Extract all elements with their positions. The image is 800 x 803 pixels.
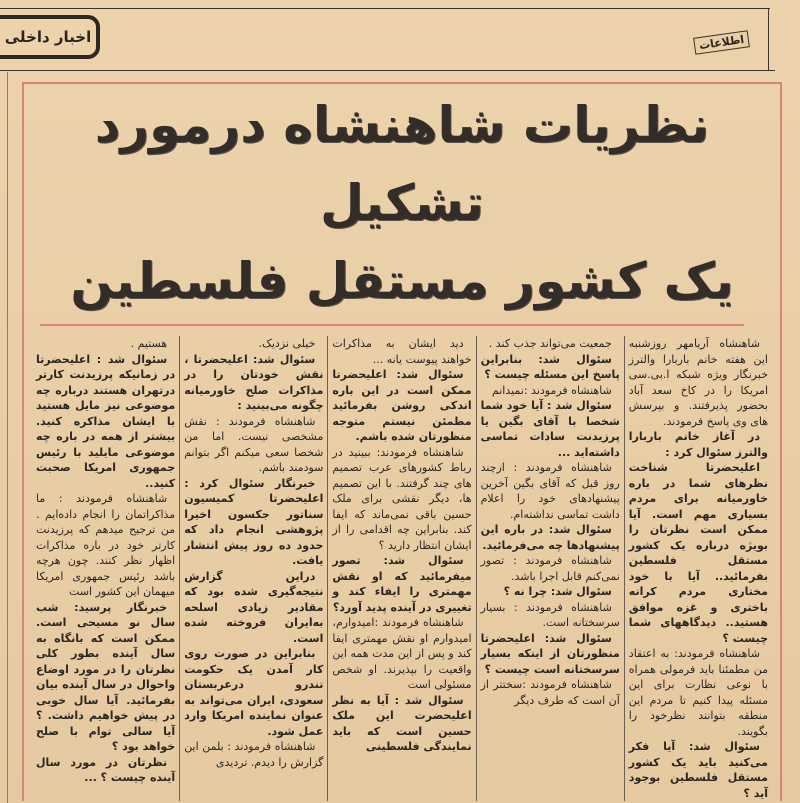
question-paragraph: اعلیحضرتا شناخت نظرهای شما در باره خاورمیانه برای مردم بسیاری مهم است. آیا ممکن است نظرتان را بویژه درباره یک کشور مستقل فلسطین بفرمائید.. آیا با خود مختاری مردم کرانه باختری و غزه موافق هستید.. دیدگاههای شما چیست ؟	[628, 461, 768, 645]
article-column-3	[328, 336, 476, 801]
question-paragraph: بنابراین در صورت روی کار آمدن یک حکومت تندرو درعربستان سعودی، ایران می‌تواند به عنوان نماینده امریکا وارد عمل شود.	[184, 647, 324, 738]
question-paragraph: خبرنگار سئوال کرد : اعلیحضرتا کمیسیون سناتور جکسون اخیرا پژوهشی انجام داد که حدود ده روز پیش انتشار یافت.	[184, 476, 324, 567]
left-margin-rule	[7, 72, 8, 803]
question-paragraph: سئوال شد: اعلیحضرتا ممکن است در این باره اندکی روشن بفرمائید مطمئن نیستم متوجه منظورتان شده باشم.	[332, 368, 472, 443]
header-right-rule	[768, 8, 769, 71]
headline-line-2: یک کشور مستقل فلسطین	[70, 252, 734, 310]
answer-paragraph: شاهنشاه آریامهر روزشنبه این هفته خانم باربارا والترز خبرنگار ویژه شبکه ا.بی.سی امریکا را در کاخ سعد آباد بحضور پذیرفتند. و بپرسش های وی پاسخ فرمودند.	[628, 337, 768, 428]
answer-paragraph: دید ایشان به مذاکرات خواهند پیوست یانه ...	[332, 337, 472, 366]
article-column-1	[625, 336, 772, 801]
question-paragraph: سئوال شد: آیا فکر می‌کنید باید یک کشور مستقل فلسطین بوجود آید ؟	[628, 740, 768, 800]
article-frame	[22, 82, 782, 801]
answer-paragraph: شاهنشاه فرمودند : تصور نمی‌کنم قابل اجرا باشد.	[480, 554, 620, 583]
article-column-2	[477, 336, 625, 801]
question-paragraph: سئوال شد: چرا نه ؟	[503, 585, 612, 598]
answer-paragraph: شاهنشاه فرمودند : بلمن این گزارش را دیدم. تردیدی	[184, 740, 324, 769]
question-paragraph: نظرتان در مورد سال آینده چیست ؟ ...	[35, 755, 176, 784]
answer-paragraph: شاهنشاه فرمودند: ببینید در رباط کشورهای عرب تصمیم های چند گرفتند. با این تصمیم ها، دیگر نقشی برای ملک حسین باقی نمی‌ماند که ایفا کند. بنابراین چه اقدامی را از ایشان انتظار دارید ؟	[332, 445, 472, 552]
top-rule	[0, 8, 770, 9]
question-paragraph: سئوال شد: اعلیحضرتا ، نقش خودتان را در مذاکرات صلح خاورمیانه چگونه می‌بینید :	[184, 352, 324, 412]
page-header	[0, 0, 800, 72]
answer-paragraph: شاهنشاه فرمودند :نمیدانم	[491, 383, 612, 397]
question-paragraph: در آغاز خانم باربارا والترز سئوال کرد :	[628, 430, 768, 459]
article-column-5	[32, 336, 180, 801]
question-paragraph: سئوال شد : آیا به نظر اعلیحضرت این ملک حسین است که باید نمایندگی فلسطینی	[332, 693, 472, 753]
question-paragraph: سئوال شد: در باره این پیشنهادها چه می‌فرمائید.	[480, 523, 620, 552]
question-paragraph: سئوال شد: تصور میفرمائید که او نقش مهمتری را ایفاء کند و تغییری در آینده پدید آورد؟	[332, 554, 472, 614]
answer-paragraph: هستیم .	[130, 337, 168, 350]
answer-paragraph: جمعیت می‌تواند جذب کند .	[488, 337, 612, 350]
headline-underline	[40, 324, 744, 326]
question-paragraph: دراین گزارش نتیجه‌گیری شده بود که مقادیر زیادی اسلحه به‌ایران فروخته شده است.	[184, 569, 324, 645]
article-column-4	[180, 336, 328, 801]
newspaper-logo	[688, 20, 756, 64]
answer-paragraph: شاهنشاه فرمودند : نقش مشخصی نیست. اما من شخصا سعی میکنم اگر بتوانم سودمند باشم.	[184, 414, 324, 474]
logo-text: اطلاعات	[693, 30, 750, 55]
question-paragraph: سئوال شد : آیا خود شما شخصا با آقای بگین یا پرزیدنت سادات تماسی داشته‌اید ...	[480, 399, 620, 459]
answer-paragraph: شاهنشاه فرمودند : ازچند روز قبل که آقای بگین آخرین پیشنهادهای خود را اعلام داشت تماسی نداشته‌ام.	[480, 461, 620, 521]
question-paragraph: سئوال شد : اعلیحضرتا در زمانیکه پرزیدنت کارتر درتهران هستند درباره چه موضوعی نیز مایل هستید با ایشان مذاکره کنید. بیشتر از همه در باره چه موضوعی مایلید با رئیس جمهوری امریکا صحبت کنید..	[35, 352, 176, 490]
question-paragraph: خبرنگار پرسید: شب سال نو مسیحی است. ممکن است که بانگاه به سال آینده بطور کلی نظرتان را در مورد اوضاع واحوال در سال آینده بیان بفرمائید. آیا سال خوبی در پیش خواهیم داشت. ؟ آیا سالی توام با صلح خواهد بود ؟	[35, 600, 176, 753]
answer-paragraph: شاهنشاه فرمودند : ما مذاکراتمان را انجام داده‌ایم . من ترجیح میدهم که پرزیدنت کارتر خود در باره مذاکرات اظهار نظر کنند. چون هرچه باشد رئیس جمهوری امریکا میهمان این کشور است	[35, 492, 176, 598]
article-columns	[32, 336, 772, 801]
answer-paragraph: شاهنشاه فرمودند :سختتر از آن است که طرف دیگر	[480, 678, 620, 707]
answer-paragraph: خیلی نزدیک.	[258, 337, 316, 350]
answer-paragraph: شاهنشاه فرمودند :امیدوارم، امیدوارم او نقش مهمتری ایفا کند و پس از این مدت همه این واقعیت را بپذیرند. او شخص مسئولی است	[332, 616, 472, 691]
question-paragraph: سئوال شد: بنابراین پاسخ این مسئله چیست ؟	[480, 352, 620, 381]
answer-paragraph: شاهنشاه فرمودند: به اعتقاد من مطمئنا باید فرمولی همراه با نوعی نظارت برای این مسئله پیدا کنیم تا مردم این منطقه بتوانند نظرخود را بگویند.	[628, 647, 768, 738]
section-label: اخبار داخلی	[0, 15, 100, 59]
headline-line-1: نظریات شاهنشاه درمورد تشکیل	[94, 96, 710, 232]
answer-paragraph: شاهنشاه فرمودند : بسیار سرسختانه است.	[480, 600, 620, 629]
header-rule	[0, 70, 775, 71]
question-paragraph: سئوال شد: اعلیحضرتا منظورتان از اینکه بسیار سرسختانه است چیست ؟	[480, 631, 620, 676]
